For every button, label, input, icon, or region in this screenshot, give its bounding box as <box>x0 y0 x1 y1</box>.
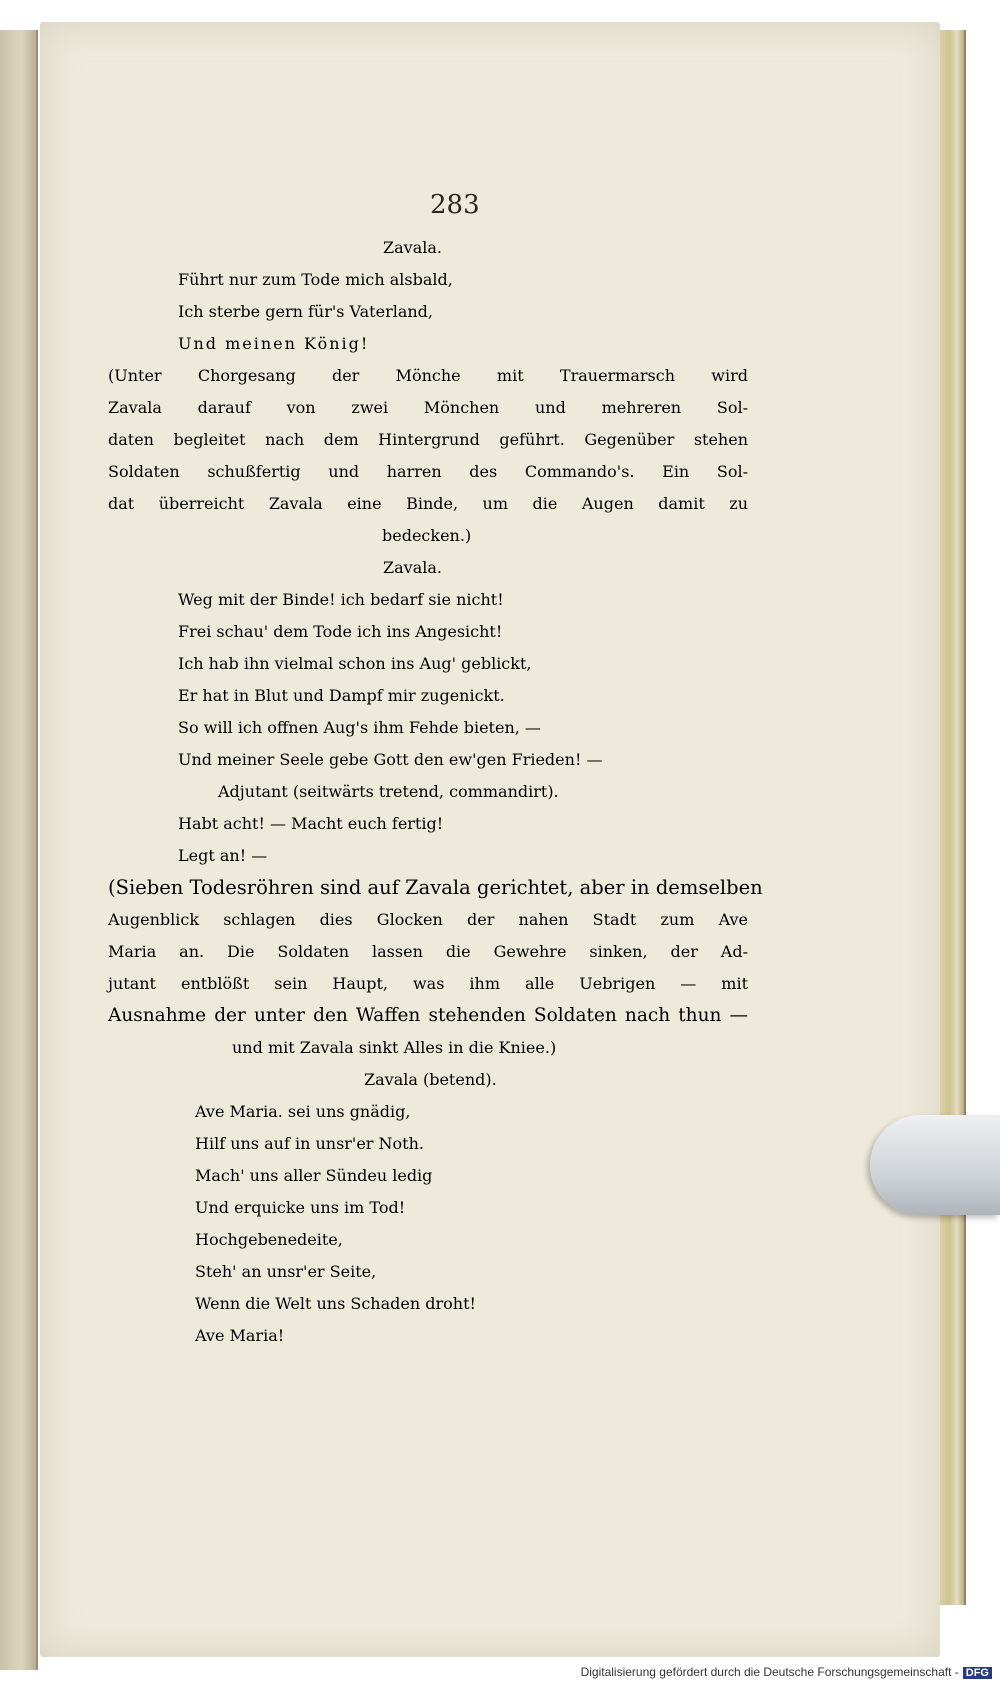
stage-direction-line: (Sieben Todesröhren sind auf Zavala gerichtet, aber in demselben <box>108 876 763 899</box>
prayer-line: Hochgebenedeite, <box>195 1230 343 1249</box>
stage-direction-line: Soldaten schußfertig und harren des Commando's. Ein Sol- <box>108 462 748 481</box>
verse-line: Und meiner Seele gebe Gott den ew'gen Frieden! — <box>178 750 603 769</box>
left-page-edge <box>0 30 38 1670</box>
scanner-thumb-clip <box>870 1115 1000 1215</box>
stage-direction-line: bedecken.) <box>382 526 472 545</box>
page-stack-edge <box>940 30 966 1605</box>
stage-direction-line: und mit Zavala sinkt Alles in die Kniee.) <box>232 1038 557 1057</box>
verse-line: Frei schau' dem Tode ich ins Angesicht! <box>178 622 503 641</box>
verse-line: Er hat in Blut und Dampf mir zugenickt. <box>178 686 505 705</box>
verse-line: Weg mit der Binde! ich bedarf sie nicht! <box>178 590 504 609</box>
stage-direction-line: dat überreicht Zavala eine Binde, um die Augen damit zu <box>108 494 748 513</box>
stage-direction-line: Augenblick schlagen dies Glocken der nahen Stadt zum Ave <box>108 910 748 929</box>
stage-direction-line: jutant entblößt sein Haupt, was ihm alle Uebrigen — mit <box>108 974 748 993</box>
verse-line: Legt an! — <box>178 846 268 865</box>
speaker-name: Zavala (betend). <box>364 1070 497 1089</box>
stage-direction-line: (Unter Chorgesang der Mönche mit Trauermarsch wird <box>108 366 748 385</box>
prayer-line: Wenn die Welt uns Schaden droht! <box>195 1294 476 1313</box>
prayer-line: Ave Maria! <box>195 1326 285 1345</box>
page-number: 283 <box>430 190 480 220</box>
stage-direction-line: Maria an. Die Soldaten lassen die Gewehre sinken, der Ad- <box>108 942 748 961</box>
verse-line: Habt acht! — Macht euch fertig! <box>178 814 444 833</box>
prayer-line: Hilf uns auf in unsr'er Noth. <box>195 1134 424 1153</box>
speaker-name: Zavala. <box>383 238 442 257</box>
prayer-line: Ave Maria. sei uns gnädig, <box>195 1102 411 1121</box>
verse-line: Ich hab ihn vielmal schon ins Aug' geblickt, <box>178 654 532 673</box>
dfg-logo: DFG <box>963 1667 992 1679</box>
stage-direction-line: Zavala darauf von zwei Mönchen und mehreren Sol- <box>108 398 748 417</box>
speaker-name: Zavala. <box>383 558 442 577</box>
speaker-name: Adjutant (seitwärts tretend, commandirt). <box>218 782 559 801</box>
verse-line: So will ich offnen Aug's ihm Fehde bieten, — <box>178 718 541 737</box>
stage-direction-line: daten begleitet nach dem Hintergrund geführt. Gegenüber stehen <box>108 430 748 449</box>
prayer-line: Steh' an unsr'er Seite, <box>195 1262 377 1281</box>
prayer-line: Mach' uns aller Sündeu ledig <box>195 1166 433 1185</box>
prayer-line: Und erquicke uns im Tod! <box>195 1198 406 1217</box>
verse-line: Ich sterbe gern für's Vaterland, <box>178 302 434 321</box>
book-page <box>40 22 940 1657</box>
verse-line: Und meinen König! <box>178 334 370 353</box>
digitization-credit <box>581 1665 992 1679</box>
credit-text: Digitalisierung gefördert durch die Deutsche Forschungsgemeinschaft - <box>580 1665 959 1679</box>
stage-direction-line: Ausnahme der unter den Waffen stehenden Soldaten nach thun — <box>108 1005 748 1026</box>
verse-line: Führt nur zum Tode mich alsbald, <box>178 270 453 289</box>
